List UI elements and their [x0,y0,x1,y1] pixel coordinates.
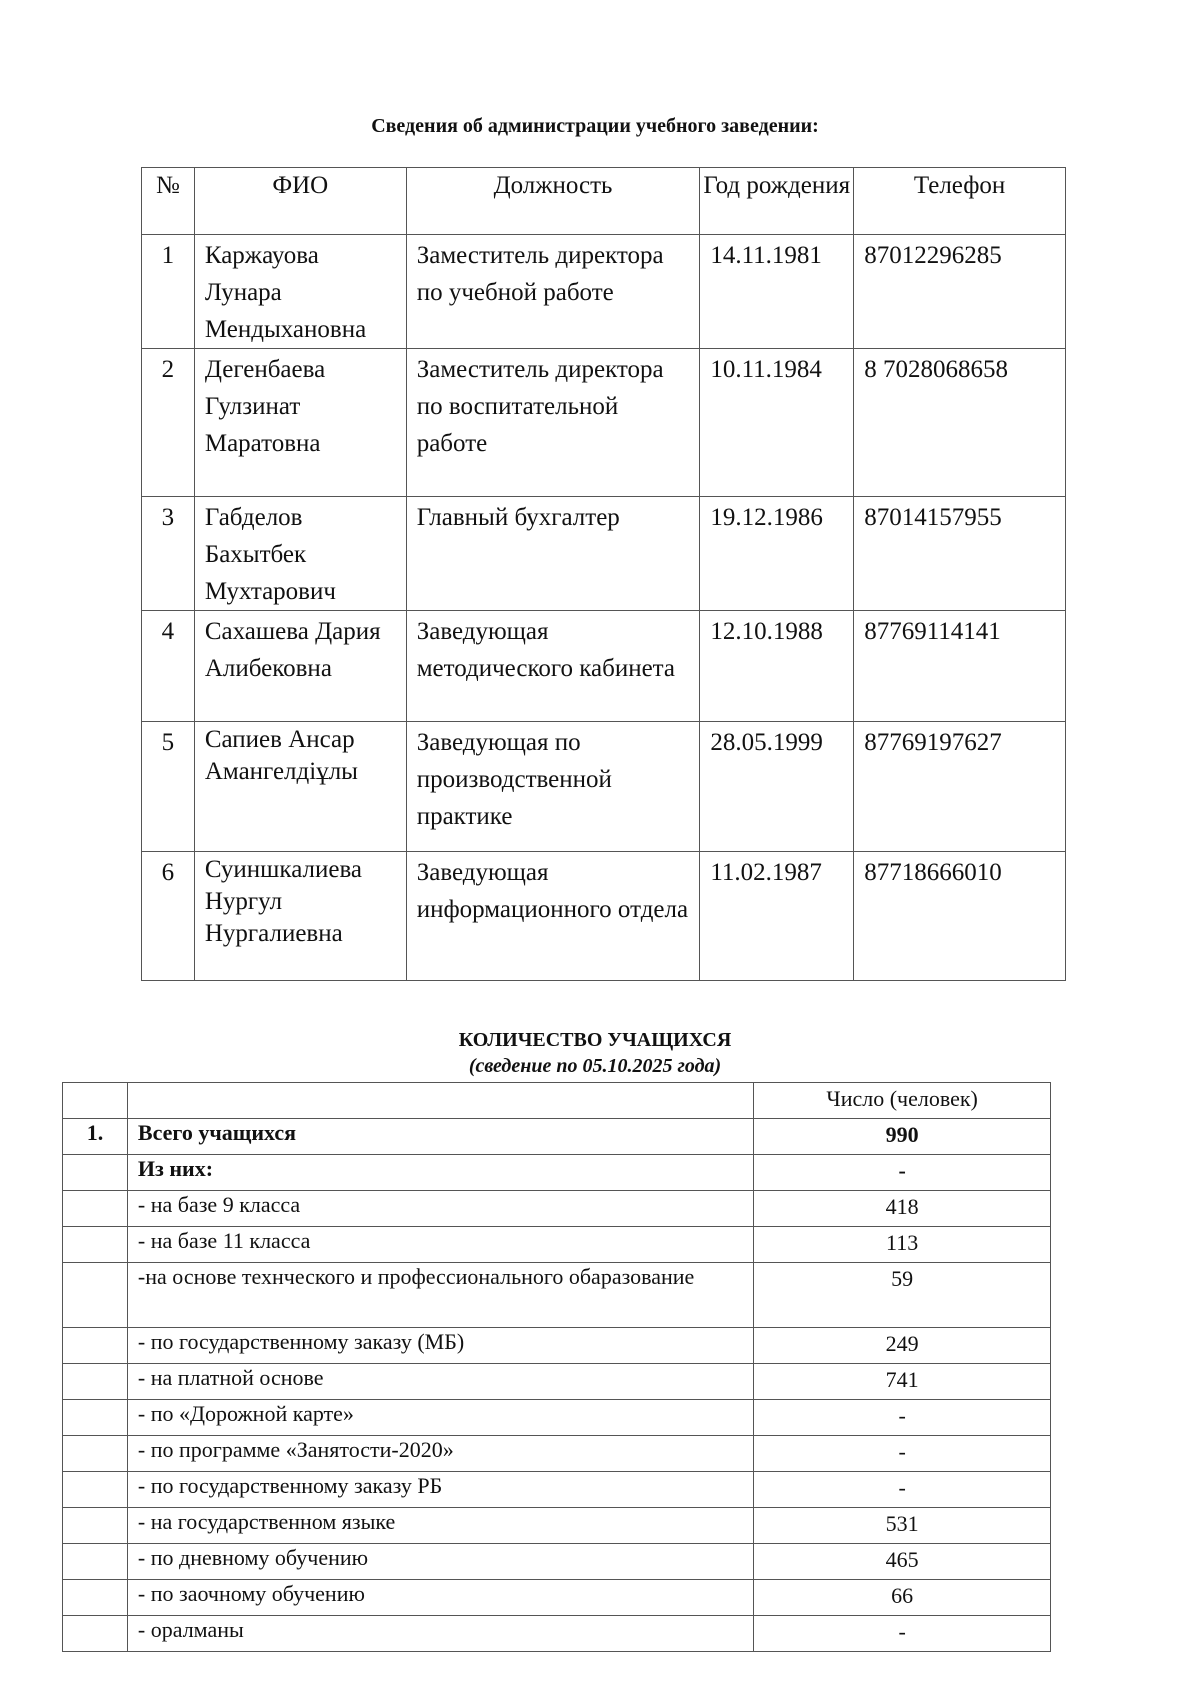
row-label: - по «Дорожной карте» [127,1400,753,1436]
row-number [63,1191,128,1227]
row-value: 531 [754,1508,1051,1544]
row-label: - по государственному заказу (МБ) [127,1328,753,1364]
row-number [63,1155,128,1191]
row-label: - на платной основе [127,1364,753,1400]
row-number: 3 [142,497,195,611]
table-row [63,1227,1051,1263]
row-birth-date: 28.05.1999 [700,722,854,852]
row-number: 1 [142,235,195,349]
row-position: Заведующая информационного отдела [406,852,700,981]
row-number: 5 [142,722,195,852]
row-number: 6 [142,852,195,981]
admin-section-title: Сведения об администрации учебного заведении: [371,115,819,137]
admin-table-header [142,168,1066,235]
row-fio: Каржауова Лунара Мендыхановна [194,235,406,349]
header-fio: ФИО [194,168,406,235]
table-row [63,1263,1051,1328]
header-position: Должность [406,168,700,235]
header-count: Число (человек) [754,1083,1051,1119]
row-position: Заместитель директора по воспитательной работе [406,349,700,497]
table-row [142,349,1066,497]
row-label: - по программе «Занятости-2020» [127,1436,753,1472]
row-number [63,1544,128,1580]
row-label: Из них: [127,1155,753,1191]
table-row [142,852,1066,981]
row-birth-date: 14.11.1981 [700,235,854,349]
header-number [63,1083,128,1119]
row-position: Заместитель директора по учебной работе [406,235,700,349]
table-row [142,497,1066,611]
row-fio: Сапиев Ансар Амангелдіұлы [194,722,406,852]
row-value: 418 [754,1191,1051,1227]
row-number: 2 [142,349,195,497]
row-label: - оралманы [127,1616,753,1652]
row-number [63,1400,128,1436]
row-value: 990 [754,1119,1051,1155]
row-phone: 8 7028068658 [854,349,1066,497]
row-number [63,1436,128,1472]
students-section-subtitle: (сведение по 05.10.2025 года) [468,1055,722,1077]
row-fio: Суиншкалиева Нургул Нургалиевна [194,852,406,981]
table-row [63,1616,1051,1652]
table-row [63,1544,1051,1580]
row-label: - на базе 9 класса [127,1191,753,1227]
row-value: - [754,1155,1051,1191]
row-value: - [754,1472,1051,1508]
students-table [62,1082,1051,1652]
row-value: 249 [754,1328,1051,1364]
row-phone: 87718666010 [854,852,1066,981]
row-number [63,1328,128,1364]
header-number: № [142,168,195,235]
row-birth-date: 12.10.1988 [700,611,854,722]
row-value: - [754,1436,1051,1472]
table-row [63,1436,1051,1472]
students-section-title: КОЛИЧЕСТВО УЧАЩИХСЯ [458,1029,732,1051]
row-value: 66 [754,1580,1051,1616]
table-row [63,1364,1051,1400]
table-row [63,1191,1051,1227]
row-number: 1. [63,1119,128,1155]
table-row [63,1119,1051,1155]
row-position: Заведующая методического кабинета [406,611,700,722]
table-row [63,1472,1051,1508]
row-number [63,1227,128,1263]
row-label: - по государственному заказу РБ [127,1472,753,1508]
table-row [142,235,1066,349]
row-birth-date: 19.12.1986 [700,497,854,611]
table-row [63,1580,1051,1616]
row-label: - на базе 11 класса [127,1227,753,1263]
row-value: 113 [754,1227,1051,1263]
row-number [63,1616,128,1652]
row-label: - на государственном языке [127,1508,753,1544]
row-phone: 87769114141 [854,611,1066,722]
row-fio: Габделов Бахытбек Мухтарович [194,497,406,611]
row-label: Всего учащихся [127,1119,753,1155]
row-value: 465 [754,1544,1051,1580]
row-position: Заведующая по производственной практике [406,722,700,852]
table-row [63,1508,1051,1544]
header-label [127,1083,753,1119]
row-number [63,1364,128,1400]
row-number [63,1263,128,1328]
table-row [142,722,1066,852]
row-value: 59 [754,1263,1051,1328]
row-value: 741 [754,1364,1051,1400]
table-row [63,1155,1051,1191]
row-phone: 87014157955 [854,497,1066,611]
row-number: 4 [142,611,195,722]
row-number [63,1580,128,1616]
admin-table [141,167,1066,981]
header-birth-year: Год рождения [700,168,854,235]
row-label: - по дневному обучению [127,1544,753,1580]
table-row [142,611,1066,722]
header-phone: Телефон [854,168,1066,235]
row-fio: Сахашева Дария Алибековна [194,611,406,722]
row-number [63,1508,128,1544]
table-row [63,1328,1051,1364]
row-phone: 87769197627 [854,722,1066,852]
table-row [63,1400,1051,1436]
students-table-header [63,1083,1051,1119]
row-label: - по заочному обучению [127,1580,753,1616]
row-phone: 87012296285 [854,235,1066,349]
row-number [63,1472,128,1508]
row-position: Главный бухгалтер [406,497,700,611]
row-birth-date: 10.11.1984 [700,349,854,497]
row-fio: Дегенбаева Гулзинат Маратовна [194,349,406,497]
row-value: - [754,1400,1051,1436]
row-value: - [754,1616,1051,1652]
row-label: -на основе технческого и профессионального обаразование [127,1263,753,1328]
row-birth-date: 11.02.1987 [700,852,854,981]
